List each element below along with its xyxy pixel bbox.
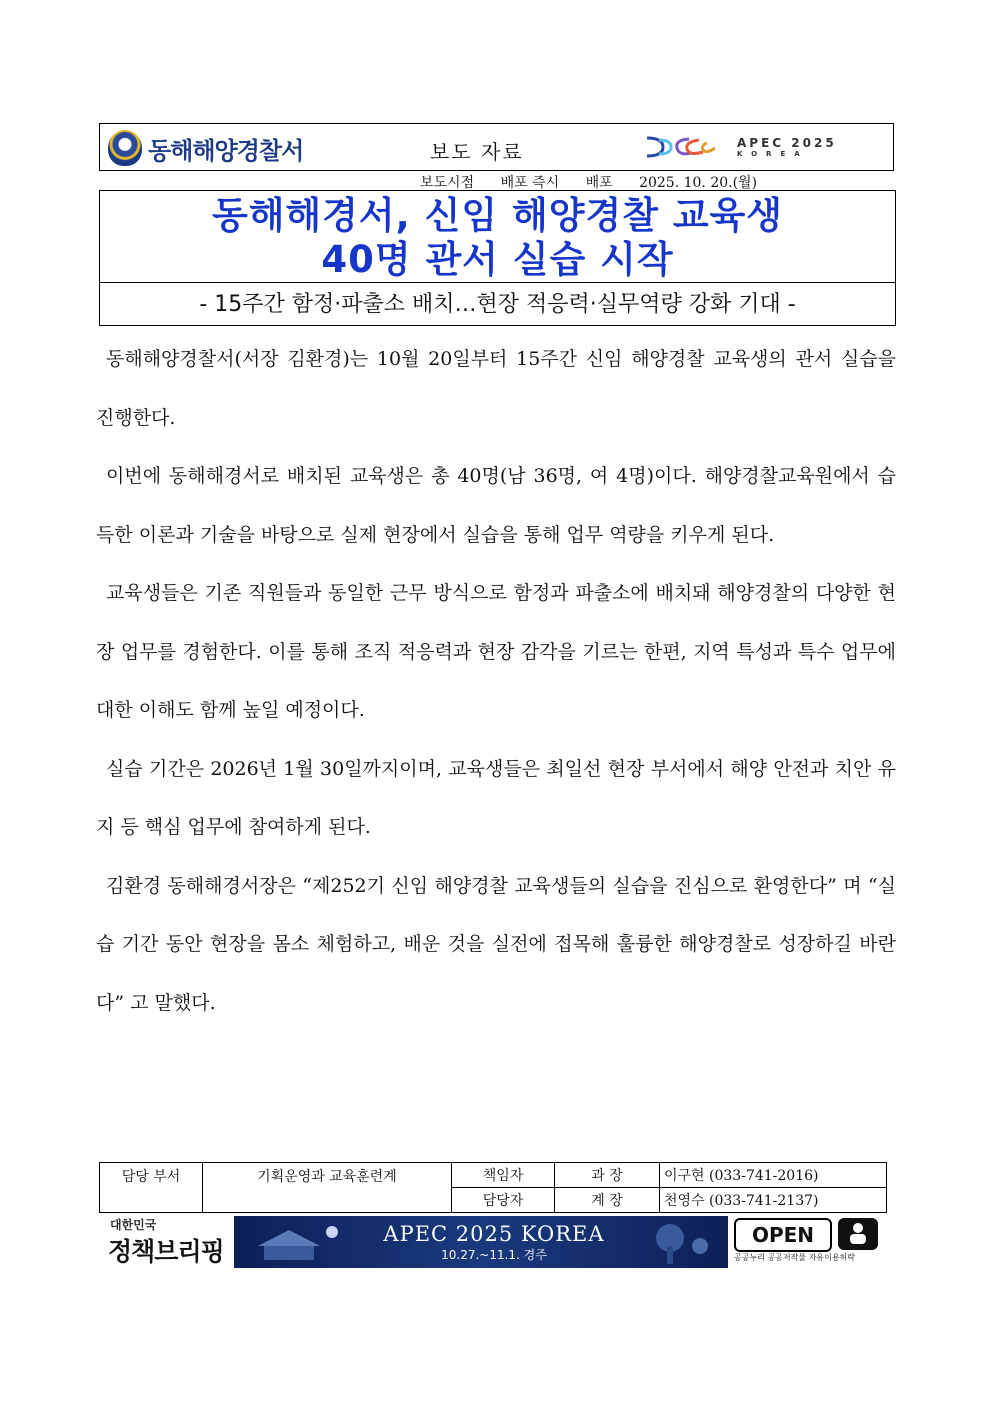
paragraph-5: 김환경 동해해경서장은 “제252기 신임 해양경찰 교육생들의 실습을 진심으로 환영한다” 며 “실습 기간 동안 현장을 몸소 체험하고, 배운 것을 실전에 접목해 훌륭한 해양경찰로 성장하길 바란다” 고 말했다. [96,874,896,1014]
apec-banner[interactable] [234,1216,728,1268]
headline [100,191,895,283]
document-header [99,123,894,171]
banner-title: APEC 2025 KOREA [383,1222,605,1246]
apec-subtitle: KOREA [737,150,809,158]
role-manager: 책임자 [452,1163,555,1188]
role-staff: 담당자 [452,1188,555,1213]
org-logo [108,130,303,166]
title-box [99,190,896,326]
release-label: 보도시점 [420,175,475,191]
policy-briefing-logo[interactable] [98,1216,228,1268]
article-body [96,330,896,1032]
open-label: OPEN [734,1218,832,1252]
open-caption: 공공누리 공공저작물 자유이용허락 [734,1253,856,1262]
kogl-open-badge[interactable] [734,1218,884,1266]
paragraph-2: 이번에 동해해경서로 배치된 교육생은 총 40명(남 36명, 여 4명)이다. 해양경찰교육원에서 습득한 이론과 기술을 바탕으로 실제 현장에서 실습을 통해 업무 역량을 키우게 된다. [96,465,896,546]
paragraph-1: 동해해양경찰서(서장 김환경)는 10월 20일부터 15주간 신임 해양경찰 교육생의 관서 실습을 진행한다. [96,348,896,429]
subheadline: - 15주간 함정·파출소 배치…현장 적응력·실무역량 강화 기대 - [199,292,796,317]
korea-label: 대한민국 [110,1218,157,1232]
attribution-icon [838,1218,878,1250]
banner-date: 10.27.~11.1. 경주 [441,1248,547,1262]
release-timing: 배포 즉시 [500,175,560,191]
doc-type: 보도 자료 [430,140,524,164]
headline-line-1: 동해해경서, 신임 해양경찰 교육생 [211,194,784,237]
dept-label: 담당 부서 [100,1163,203,1213]
apec-logo [645,134,837,160]
title-manager: 과 장 [555,1163,660,1188]
paragraph-4: 실습 기간은 2026년 1월 30일까지이며, 교육생들은 최일선 현장 부서에서 해양 안전과 치안 유지 등 핵심 업무에 참여하게 된다. [96,757,896,838]
coast-guard-emblem-icon [108,130,142,166]
paragraph-3: 교육생들은 기존 직원들과 동일한 근무 방식으로 함정과 파출소에 배치돼 해양경찰의 다양한 현장 업무를 경험한다. 이를 통해 조직 적응력과 현장 감각을 기르는 한편, 지역 특성과 특수 업무에 대한 이해도 함께 높일 예정이다. [96,582,896,721]
headline-line-2: 40명 관서 실습 시작 [321,238,674,281]
dept-name: 기획운영과 교육훈련계 [203,1163,452,1213]
person-staff: 천영수 (033-741-2137) [660,1188,887,1213]
apec-emblem-icon [645,134,723,160]
person-manager: 이구현 (033-741-2016) [660,1163,887,1188]
title-staff: 계 장 [555,1188,660,1213]
briefing-label: 정책브리핑 [108,1237,224,1266]
footer-banners [98,1216,886,1268]
distribution-label: 배포 [585,175,613,191]
release-date: 2025. 10. 20.(월) [639,175,758,191]
apec-title: APEC 2025 [737,136,837,150]
release-info [420,172,779,192]
org-name: 동해해양경찰서 [148,136,304,165]
palace-illustration-icon [244,1216,344,1268]
contact-table [99,1162,887,1213]
